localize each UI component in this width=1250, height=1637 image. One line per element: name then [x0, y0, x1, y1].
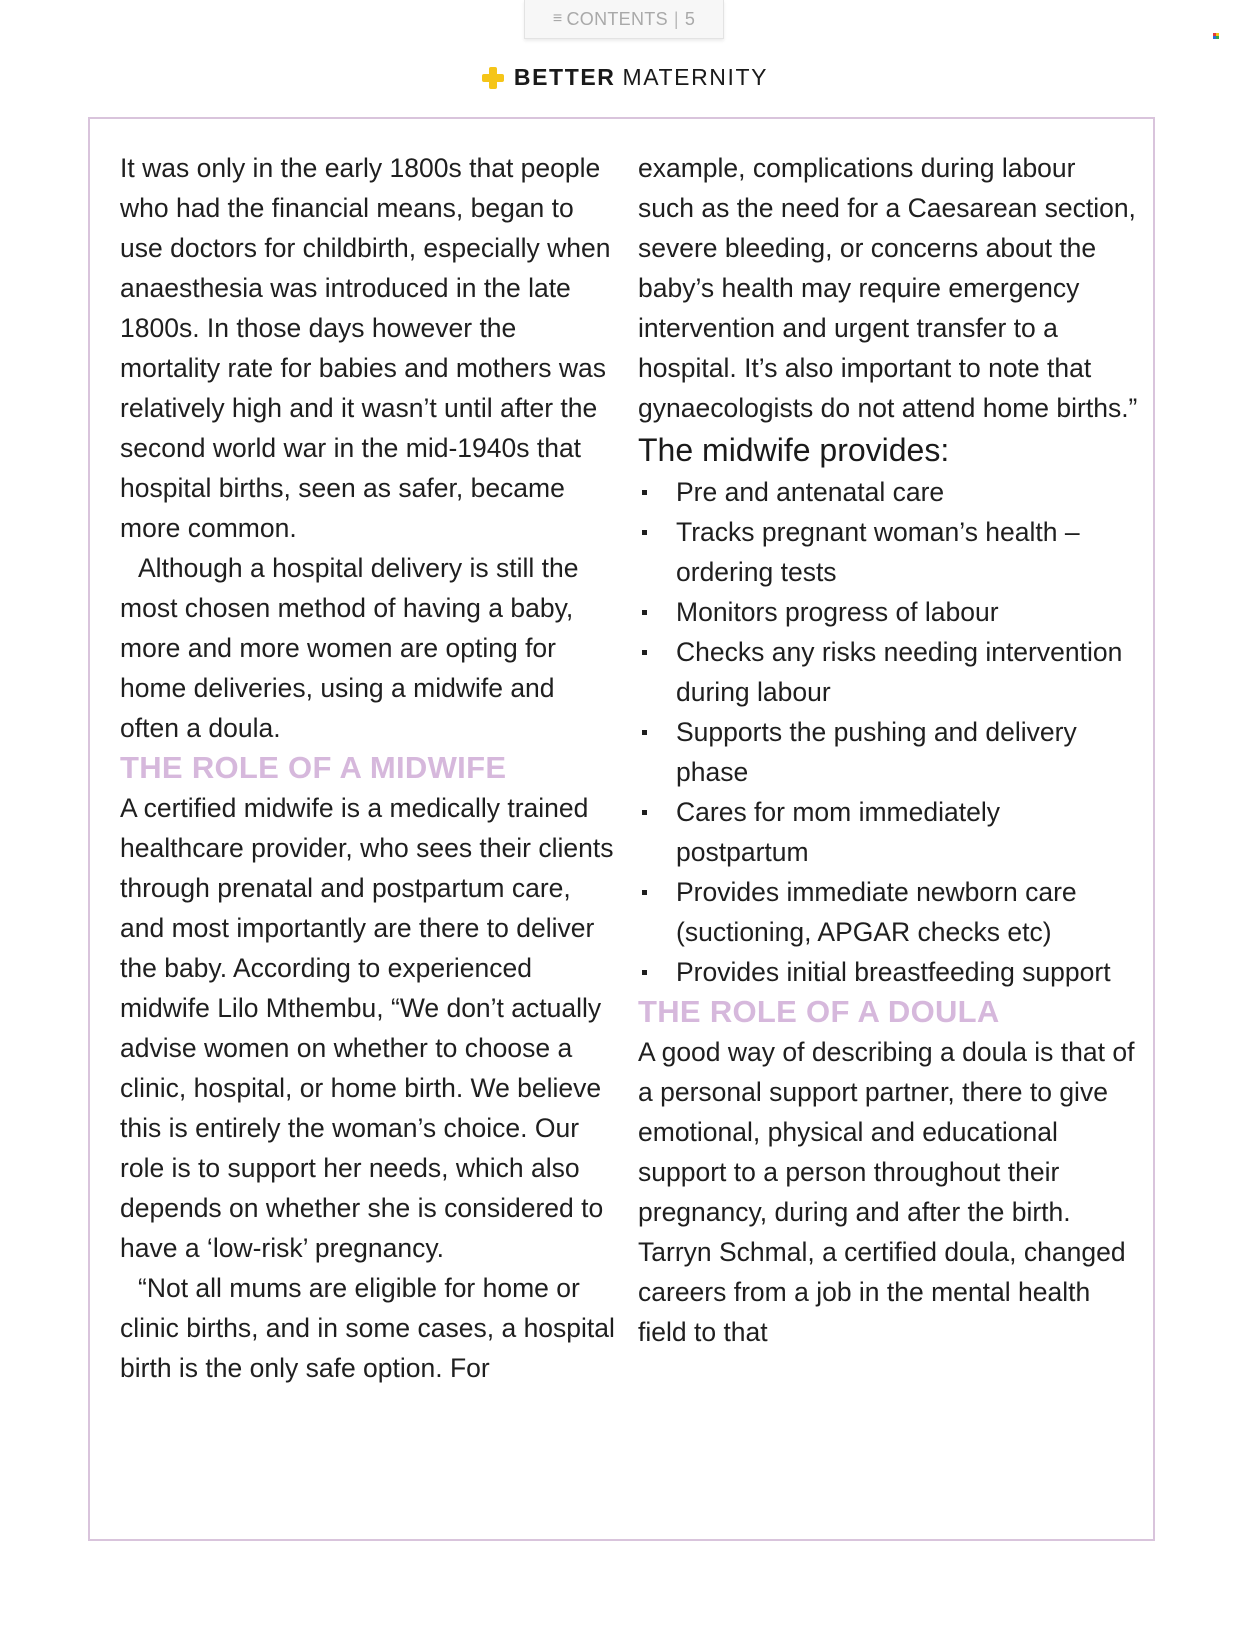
midwife-paragraph: A certified midwife is a medically trained healthcare provider, who sees their clients through prenatal and postpartum care, and most importantly are there to deliver the baby. According to experienced midwife Lilo Mthembu, “We don’t actually advise women on whether to choose a clinic, hospital, or home birth. We believe this is entirely the woman’s choice. Our role is to support her needs, which also depends on whether she is considered to have a ‘low-risk’ pregnancy.: [120, 793, 614, 1263]
color-dots-icon: [1213, 33, 1221, 40]
intro-paragraph: It was only in the early 1800s that people who had the financial means, began to use doctors for childbirth, especially when anaesthesia was introduced in the late 1800s. In those days however the mortality rate for babies and mothers was relatively high and it wasn’t until after the second world war in the mid-1940s that hospital births, seen as safer, became more common.: [120, 153, 611, 543]
doula-heading: THE ROLE OF A DOULA: [638, 994, 1000, 1029]
brand-better: BETTER: [513, 64, 616, 90]
right-column: [638, 148, 1138, 1352]
page-header: [0, 64, 1250, 91]
list-item: Provides immediate newborn care (suctioning, APGAR checks etc): [638, 872, 1138, 952]
midwife-heading: THE ROLE OF A MIDWIFE: [120, 750, 507, 785]
page-number: 5: [684, 8, 696, 29]
plus-icon: [482, 67, 504, 89]
list-item: Monitors progress of labour: [638, 592, 1138, 632]
eligibility-paragraph: “Not all mums are eligible for home or clinic births, and in some cases, a hospital birth is the only safe option. For: [120, 1273, 615, 1383]
doula-paragraph: A good way of describing a doula is that of a personal support partner, there to give emotional, physical and educational support to a person throughout their pregnancy, during and after the birth. Tarryn Schmal, a certified doula, changed careers from a job in the mental health field to that: [638, 1037, 1135, 1347]
list-item: Supports the pushing and delivery phase: [638, 712, 1138, 792]
contents-separator: |: [673, 8, 679, 29]
list-item: Tracks pregnant woman’s health – ordering tests: [638, 512, 1138, 592]
list-item: Checks any risks needing intervention during labour: [638, 632, 1138, 712]
provides-heading: The midwife provides:: [638, 432, 950, 468]
contents-button[interactable]: [524, 0, 724, 39]
contents-label: CONTENTS: [566, 8, 668, 29]
hospital-paragraph: Although a hospital delivery is still the most chosen method of having a baby, more and more women are opting for home deliveries, using a midwife and often a doula.: [120, 553, 579, 743]
provides-list: [638, 472, 1138, 992]
left-column: [120, 148, 620, 1388]
menu-icon: ≡: [552, 10, 563, 27]
brand-maternity: MATERNITY: [622, 64, 769, 90]
list-item: Cares for mom immediately postpartum: [638, 792, 1138, 872]
complications-paragraph: example, complications during labour such as the need for a Caesarean section, severe bleeding, or concerns about the baby’s health may require emergency intervention and urgent transfer to a hospital. It’s also important to note that gynaecologists do not attend home births.”: [638, 153, 1138, 423]
list-item: Provides initial breastfeeding support: [638, 952, 1138, 992]
list-item: Pre and antenatal care: [638, 472, 1138, 512]
